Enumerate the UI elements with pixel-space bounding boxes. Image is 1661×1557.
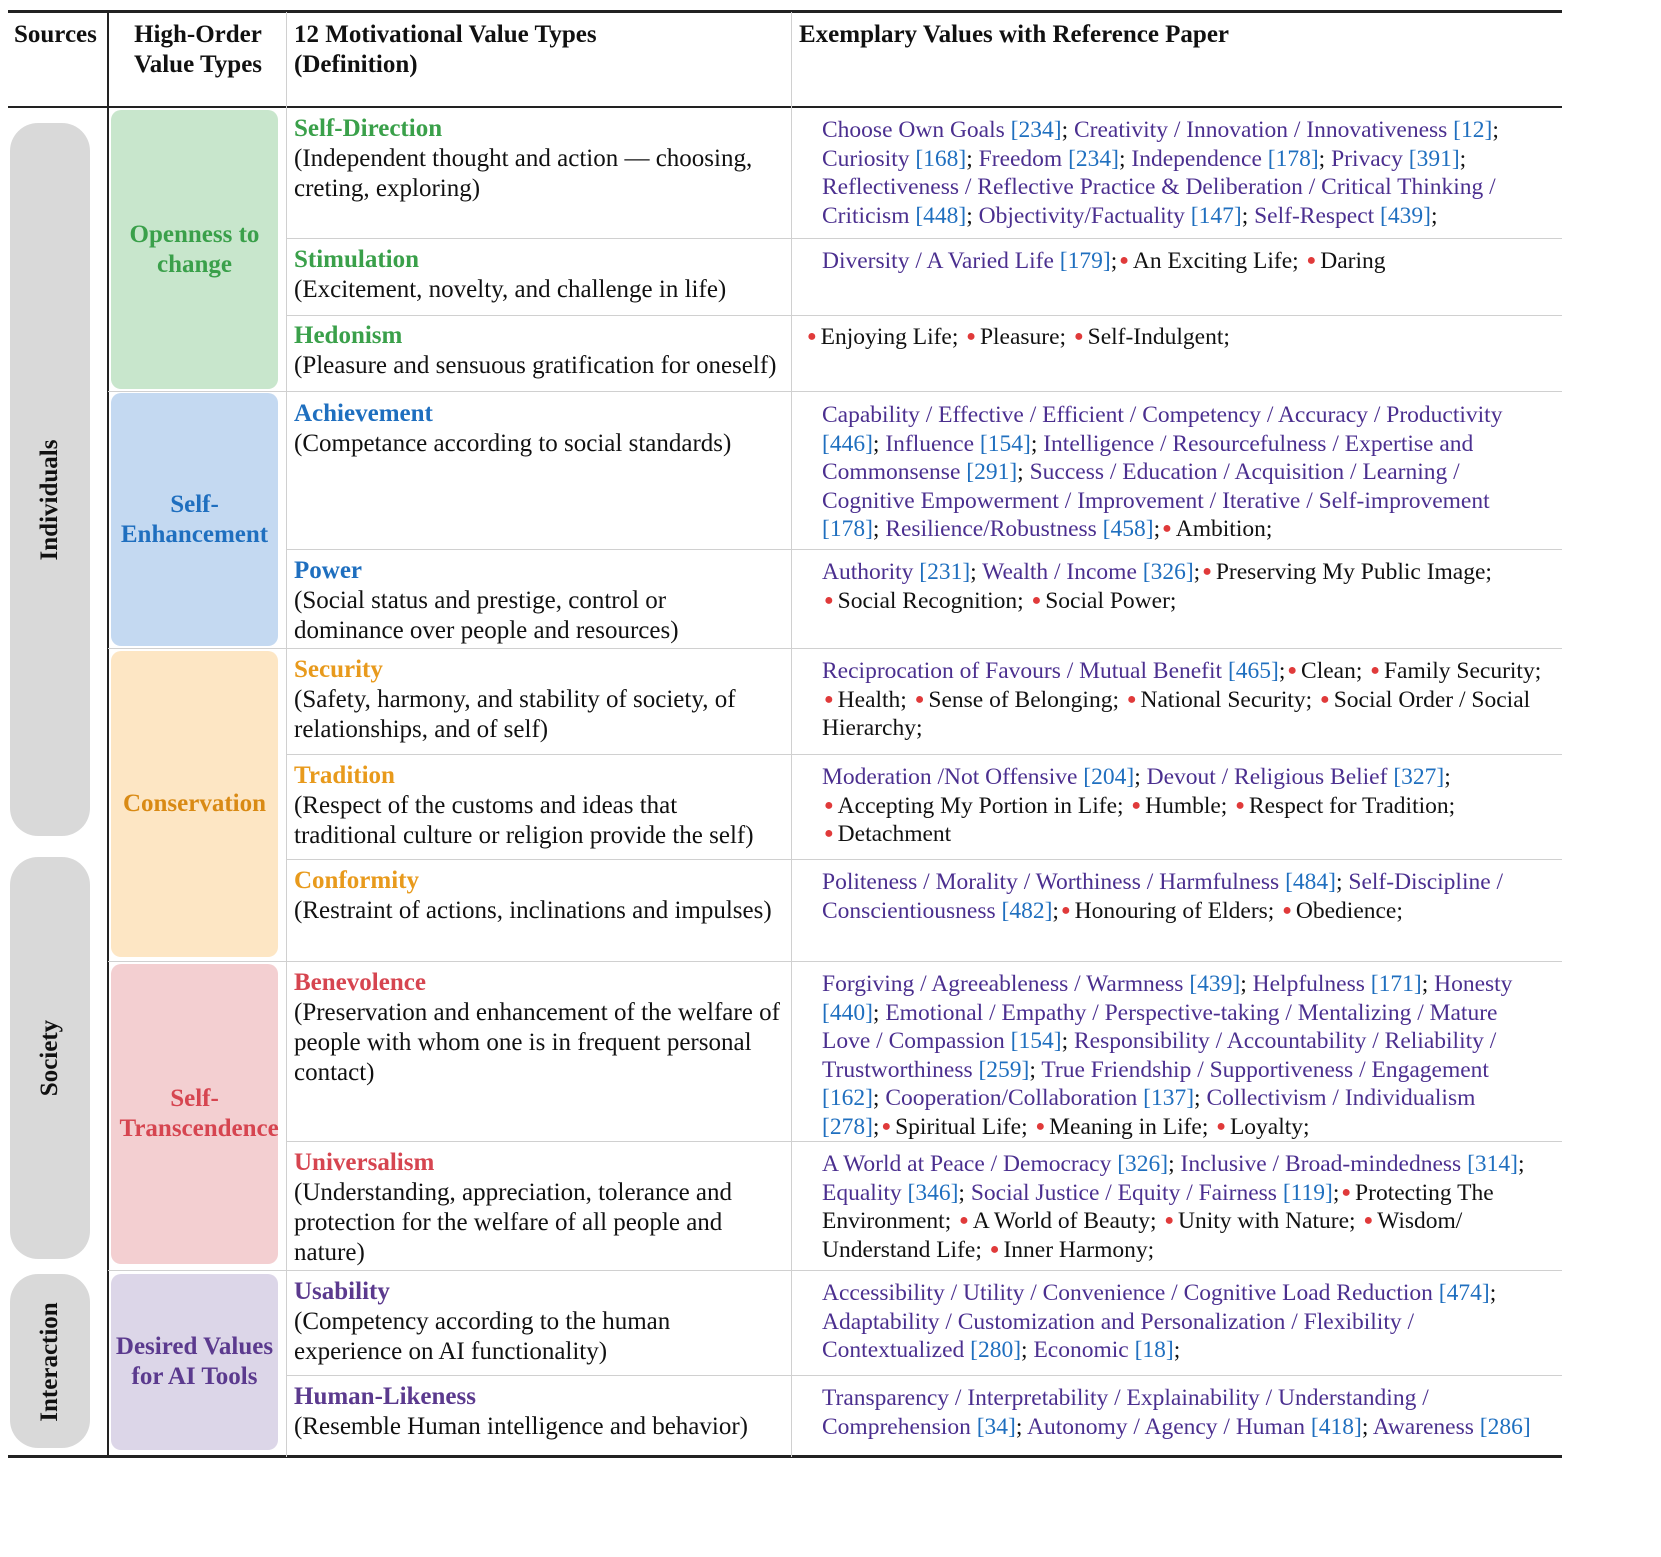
header-high-order: High-Order Value Types xyxy=(133,21,263,78)
example-text: ; xyxy=(1029,1056,1042,1083)
bullet-icon: ● xyxy=(1287,662,1298,679)
example-text: An Exciting Life; xyxy=(1132,248,1305,274)
example-text: Clean; xyxy=(1301,658,1369,684)
bullet-icon: ● xyxy=(1202,563,1212,580)
citation: [34] xyxy=(976,1413,1016,1440)
citation: [162] xyxy=(822,1085,873,1111)
example-value: Authority xyxy=(822,559,920,585)
bullet-icon: ● xyxy=(1119,252,1129,269)
example-value: Devout / Religious Belief xyxy=(1146,764,1394,790)
example-text: ; xyxy=(1361,1413,1373,1440)
row-sep-7 xyxy=(286,859,1562,860)
type-usability xyxy=(294,1277,784,1367)
citation: [465] xyxy=(1227,658,1279,684)
example-value: Honesty xyxy=(1434,971,1513,997)
type-name: Tradition xyxy=(294,762,395,789)
citation: [439] xyxy=(1380,202,1431,229)
row-sep-3 xyxy=(108,391,1562,392)
example-text: ; xyxy=(1459,145,1467,172)
example-value: Influence xyxy=(885,430,980,457)
example-value: Economic xyxy=(1033,1337,1135,1363)
citation: [171] xyxy=(1370,971,1422,997)
example-text: ; xyxy=(872,1085,886,1111)
type-name: Self-Direction xyxy=(294,115,443,142)
type-conformity xyxy=(294,866,789,926)
bullet-icon: ● xyxy=(881,1117,892,1135)
example-text: ; xyxy=(872,430,886,457)
bullet-icon: ● xyxy=(1126,690,1137,708)
type-tradition xyxy=(294,761,784,851)
group-conservation: Conservation xyxy=(111,651,278,957)
example-value: Resilience/Robustness xyxy=(885,516,1103,542)
example-text: ; xyxy=(1517,1151,1525,1177)
example-text: ; xyxy=(1015,1413,1027,1440)
example-text: Humble; xyxy=(1145,792,1234,819)
citation: [259] xyxy=(978,1056,1030,1083)
example-text: ; xyxy=(1061,117,1074,143)
example-text: ; xyxy=(1168,1151,1181,1177)
type-security xyxy=(294,655,784,745)
citation: [154] xyxy=(1010,1028,1062,1054)
example-text: Social Order / Social Hierarchy; xyxy=(822,686,1531,741)
example-value: Success / Education / Acquisition / Learning / Cognitive Empowerment / Improvement / Iterative / Self-improvement xyxy=(822,459,1490,514)
citation: [178] xyxy=(822,516,873,542)
bullet-icon: ● xyxy=(1060,901,1071,919)
source-label-society: Society xyxy=(36,1019,63,1097)
row-sep-2 xyxy=(286,315,1562,316)
example-text: Wisdom/ Understand Life; xyxy=(822,1208,1463,1263)
example-value: Capability / Effective / Efficient / Competency / Accuracy / Productivity xyxy=(822,402,1503,428)
example-text: Loyalty; xyxy=(1229,1113,1310,1140)
bullet-icon: ● xyxy=(824,591,834,609)
type-name: Security xyxy=(294,656,383,683)
example-value: Politeness / Morality / Worthiness / Harmfulness xyxy=(822,869,1286,895)
bullet-icon: ● xyxy=(1363,1212,1374,1229)
type-self-direction xyxy=(294,114,784,204)
citation: [458] xyxy=(1102,516,1154,542)
example-text: ; xyxy=(1489,1280,1497,1306)
examples-conformity xyxy=(822,868,1542,925)
examples-benevolence xyxy=(822,970,1542,1141)
example-value: Intelligence / Resourcefulness / Expertise and Commonsense xyxy=(822,430,1474,485)
examples-universalism xyxy=(822,1150,1552,1264)
header-motivational: 12 Motivational Value Types (Definition) xyxy=(294,21,597,78)
example-text: Enjoying Life; xyxy=(820,324,965,350)
citation: [418] xyxy=(1310,1413,1362,1440)
example-text: Pleasure; xyxy=(979,324,1072,350)
row-sep-10 xyxy=(108,1270,1562,1271)
example-text: ; xyxy=(1421,971,1435,997)
examples-achievement xyxy=(822,401,1532,544)
citation: [446] xyxy=(822,430,873,457)
citation: [234] xyxy=(1068,145,1119,172)
bullet-icon: ● xyxy=(1216,1117,1226,1135)
type-human-likeness xyxy=(294,1382,784,1442)
example-value: Privacy xyxy=(1331,145,1409,172)
bullet-icon: ● xyxy=(966,328,976,345)
example-value: Social Justice / Equity / Fairness xyxy=(970,1179,1283,1206)
example-value: Equality xyxy=(822,1179,908,1206)
bullet-icon: ● xyxy=(1035,1117,1046,1135)
citation: [179] xyxy=(1059,248,1111,274)
example-text: ; xyxy=(1173,1337,1181,1363)
header-sources: Sources xyxy=(14,21,97,48)
examples-usability xyxy=(822,1279,1542,1365)
example-text: Social Power; xyxy=(1045,587,1177,614)
type-name: Human-Likeness xyxy=(294,1383,476,1410)
bullet-icon: ● xyxy=(989,1240,1000,1258)
example-value: Reflectiveness / Reflective Practice & Deliberation / Critical Thinking / Criticism xyxy=(822,174,1496,229)
row-sep-6 xyxy=(286,754,1562,755)
example-value: Moderation /Not Offensive xyxy=(822,764,1084,790)
citation: [346] xyxy=(907,1179,959,1206)
bullet-icon: ● xyxy=(1341,1183,1352,1201)
header-exemplary: Exemplary Values with Reference Paper xyxy=(799,21,1230,48)
citation: [326] xyxy=(1117,1151,1169,1177)
row-sep-4 xyxy=(286,549,1562,550)
example-text: Spiritual Life; xyxy=(895,1113,1034,1140)
example-text: ; xyxy=(1061,1028,1074,1054)
citation: [327] xyxy=(1393,764,1445,790)
example-value: Wealth / Income xyxy=(982,559,1143,585)
example-value: Self-Respect xyxy=(1254,202,1381,229)
example-value: Independence xyxy=(1131,145,1268,172)
type-universalism xyxy=(294,1148,784,1268)
example-text: Preserving My Public Image; xyxy=(1215,559,1492,585)
example-value: Inclusive / Broad-mindedness xyxy=(1180,1151,1468,1177)
citation: [291] xyxy=(966,459,1018,485)
example-text: ; xyxy=(1240,971,1253,997)
bottom-rule xyxy=(8,1455,1562,1458)
citation: [280] xyxy=(970,1337,1022,1363)
example-text: Self-Indulgent; xyxy=(1087,324,1230,350)
example-value: Curiosity xyxy=(822,145,916,172)
example-value: Cooperation/Collaboration xyxy=(885,1085,1144,1111)
citation: [154] xyxy=(979,430,1031,457)
citation: [482] xyxy=(1001,897,1053,924)
type-name: Hedonism xyxy=(294,322,403,349)
example-text: National Security; xyxy=(1140,686,1319,713)
example-text: Meaning in Life; xyxy=(1049,1113,1215,1140)
example-value: Collectivism / Individualism xyxy=(1206,1085,1476,1111)
type-name: Power xyxy=(294,557,363,584)
example-text: ; xyxy=(1241,202,1255,229)
examples-hedonism xyxy=(805,323,1545,352)
type-definition: (Excitement, novelty, and challenge in life) xyxy=(294,276,727,303)
type-name: Conformity xyxy=(294,867,419,894)
example-text: Unity with Nature; xyxy=(1178,1208,1362,1234)
bullet-icon: ● xyxy=(1306,252,1317,269)
bullet-icon: ● xyxy=(824,690,834,708)
example-text: Honouring of Elders; xyxy=(1074,897,1281,924)
example-text: ; xyxy=(1194,1085,1207,1111)
example-text: ; xyxy=(966,145,979,172)
example-text: Sense of Belonging; xyxy=(928,686,1125,713)
citation: [314] xyxy=(1467,1151,1518,1177)
example-text: ; xyxy=(1492,117,1499,143)
bullet-icon: ● xyxy=(1073,328,1084,345)
example-text: ; xyxy=(1430,202,1438,229)
example-text: ; xyxy=(1444,764,1451,790)
type-definition: (Competance according to social standards) xyxy=(294,430,732,457)
example-text: ; xyxy=(1017,459,1030,485)
example-text: Accepting My Portion in Life; xyxy=(837,792,1130,819)
type-name: Benevolence xyxy=(294,969,426,996)
example-value: True Friendship / Supportiveness / Engagement xyxy=(1041,1056,1489,1083)
group-desired-values-ai-tools: Desired Values for AI Tools xyxy=(111,1274,278,1450)
examples-self-direction xyxy=(822,116,1522,230)
example-value: Autonomy / Agency / Human xyxy=(1026,1413,1311,1440)
source-label-interaction: Interaction xyxy=(36,1302,63,1422)
example-text: Inner Harmony; xyxy=(1003,1236,1155,1263)
example-text: ; xyxy=(1119,145,1132,172)
citation: [12] xyxy=(1453,117,1493,143)
example-text: ; xyxy=(1030,430,1044,457)
type-power xyxy=(294,556,714,646)
type-definition: (Resemble Human intelligence and behavior) xyxy=(294,1413,749,1440)
citation: [440] xyxy=(822,999,873,1026)
examples-security xyxy=(822,657,1552,743)
bullet-icon: ● xyxy=(1164,1212,1175,1229)
row-sep-8 xyxy=(108,961,1562,962)
example-text: Obedience; xyxy=(1295,897,1403,924)
bullet-icon: ● xyxy=(1162,520,1172,537)
type-hedonism xyxy=(294,321,789,381)
bullet-icon: ● xyxy=(824,796,834,814)
citation: [278] xyxy=(822,1113,873,1140)
example-text: Social Recognition; xyxy=(837,587,1030,614)
example-text: ; xyxy=(1335,869,1349,895)
type-definition: (Understanding, appreciation, tolerance and protection for the welfare of all people and nature) xyxy=(294,1179,733,1266)
row-sep-1 xyxy=(286,238,1562,239)
example-text: ; xyxy=(970,559,983,585)
citation: [231] xyxy=(919,559,971,585)
citation: [204] xyxy=(1083,764,1135,790)
source-label-individuals: Individuals xyxy=(36,439,63,561)
example-text: ; xyxy=(872,1113,880,1140)
row-sep-9 xyxy=(286,1141,1562,1142)
bullet-icon: ● xyxy=(959,1212,969,1229)
bullet-icon: ● xyxy=(1031,591,1042,609)
citation: [286] xyxy=(1479,1413,1531,1440)
group-self-enhancement: Self-Enhancement xyxy=(111,393,278,646)
type-name: Usability xyxy=(294,1278,390,1305)
citation: [326] xyxy=(1142,559,1194,585)
examples-human-likeness xyxy=(822,1384,1547,1441)
type-name: Achievement xyxy=(294,400,433,427)
example-value: Responsibility / Accountability / Reliability / Trustworthiness xyxy=(822,1028,1497,1083)
type-definition: (Respect of the customs and ideas that traditional culture or religion provide the self) xyxy=(294,792,754,849)
citation: [448] xyxy=(915,202,967,229)
type-definition: (Restraint of actions, inclinations and impulses) xyxy=(294,897,772,924)
group-self-transcendence: Self-Transcendence xyxy=(111,964,278,1264)
example-text: ; xyxy=(1318,145,1332,172)
header-rule xyxy=(8,106,1562,108)
example-value: Creativity / Innovation / Innovativeness xyxy=(1073,117,1454,143)
example-value: Transparency / Interpretability / Explainability / Understanding / Comprehension xyxy=(822,1385,1429,1440)
example-value: Objectivity/Factuality xyxy=(978,202,1191,229)
example-text: Protecting The Environment; xyxy=(822,1179,1494,1234)
type-definition: (Social status and prestige, control or dominance over people and resources) xyxy=(294,587,679,644)
bullet-icon: ● xyxy=(1131,796,1142,814)
examples-tradition xyxy=(822,763,1542,849)
column-divider-2 xyxy=(791,12,792,1457)
type-achievement xyxy=(294,399,784,459)
citation: [178] xyxy=(1267,145,1319,172)
type-name: Universalism xyxy=(294,1149,435,1176)
example-text: ; xyxy=(958,1179,971,1206)
column-divider-1 xyxy=(286,12,287,1457)
citation: [391] xyxy=(1408,145,1460,172)
citation: [18] xyxy=(1134,1337,1174,1363)
type-definition: (Preservation and enhancement of the welfare of people with whom one is in frequent personal contact) xyxy=(294,999,780,1086)
bullet-icon: ● xyxy=(914,690,925,708)
example-text: Health; xyxy=(837,686,913,713)
citation: [137] xyxy=(1143,1085,1195,1111)
citation: [147] xyxy=(1190,202,1242,229)
example-value: Helpfulness xyxy=(1252,971,1371,997)
example-text: ; xyxy=(1110,248,1118,274)
example-text: A World of Beauty; xyxy=(972,1208,1163,1234)
example-value: Emotional / Empathy / Perspective-taking / Mentalizing / Mature Love / Compassion xyxy=(822,999,1498,1054)
example-value: Awareness xyxy=(1372,1413,1480,1440)
bullet-icon: ● xyxy=(1235,796,1245,814)
citation: [119] xyxy=(1282,1179,1333,1206)
example-text: Ambition; xyxy=(1175,516,1273,542)
example-value: Self-Discipline / Conscientiousness xyxy=(822,869,1504,924)
example-text: ; xyxy=(966,202,979,229)
example-text: ; xyxy=(1193,559,1201,585)
example-value: Diversity / A Varied Life xyxy=(822,248,1060,274)
examples-stimulation xyxy=(822,247,1542,276)
example-value: A World at Peace / Democracy xyxy=(822,1151,1118,1177)
citation: [474] xyxy=(1438,1280,1490,1306)
example-value: Freedom xyxy=(978,145,1069,172)
type-benevolence xyxy=(294,968,784,1088)
example-value: Adaptability / Customization and Personalization / Flexibility / Contextualized xyxy=(822,1308,1414,1363)
example-text: ; xyxy=(1134,764,1147,790)
example-text: Respect for Tradition; xyxy=(1248,792,1456,819)
example-value: Reciprocation of Favours / Mutual Benefit xyxy=(822,658,1228,684)
type-definition: (Pleasure and sensuous gratification for oneself) xyxy=(294,352,777,379)
type-definition: (Competency according to the human experience on AI functionality) xyxy=(294,1308,671,1365)
example-value: Choose Own Goals xyxy=(822,117,1011,143)
type-stimulation xyxy=(294,245,784,305)
type-definition: (Safety, harmony, and stability of society, of relationships, and of self) xyxy=(294,686,736,743)
type-definition: (Independent thought and action — choosing, creting, exploring) xyxy=(294,145,753,202)
example-value: Accessibility / Utility / Convenience / Cognitive Load Reduction xyxy=(822,1280,1439,1306)
bullet-icon: ● xyxy=(807,328,817,345)
bullet-icon: ● xyxy=(1282,901,1292,919)
sources-divider xyxy=(107,12,109,1457)
example-text: Detachment xyxy=(837,821,952,847)
example-text: Family Security; xyxy=(1383,658,1542,684)
citation: [439] xyxy=(1189,971,1241,997)
top-rule xyxy=(8,10,1562,13)
example-text: ; xyxy=(872,999,886,1026)
example-text: Daring xyxy=(1320,248,1386,274)
example-text: ; xyxy=(1021,1337,1034,1363)
example-text: ; xyxy=(1052,897,1059,924)
bullet-icon: ● xyxy=(824,825,834,842)
row-sep-5 xyxy=(108,648,1562,649)
citation: [234] xyxy=(1010,117,1062,143)
examples-power xyxy=(822,558,1542,615)
citation: [484] xyxy=(1285,869,1336,895)
group-openness-to-change: Openness to change xyxy=(111,110,278,389)
example-text: ; xyxy=(1153,516,1161,542)
example-value: Forgiving / Agreeableness / Warmness xyxy=(822,971,1190,997)
bullet-icon: ● xyxy=(1370,662,1380,679)
example-text: ; xyxy=(872,516,886,542)
citation: [168] xyxy=(915,145,967,172)
type-name: Stimulation xyxy=(294,246,420,273)
bullet-icon: ● xyxy=(1320,690,1330,708)
row-sep-11 xyxy=(286,1375,1562,1376)
example-text: ; xyxy=(1278,658,1286,684)
example-text: ; xyxy=(1332,1179,1340,1206)
